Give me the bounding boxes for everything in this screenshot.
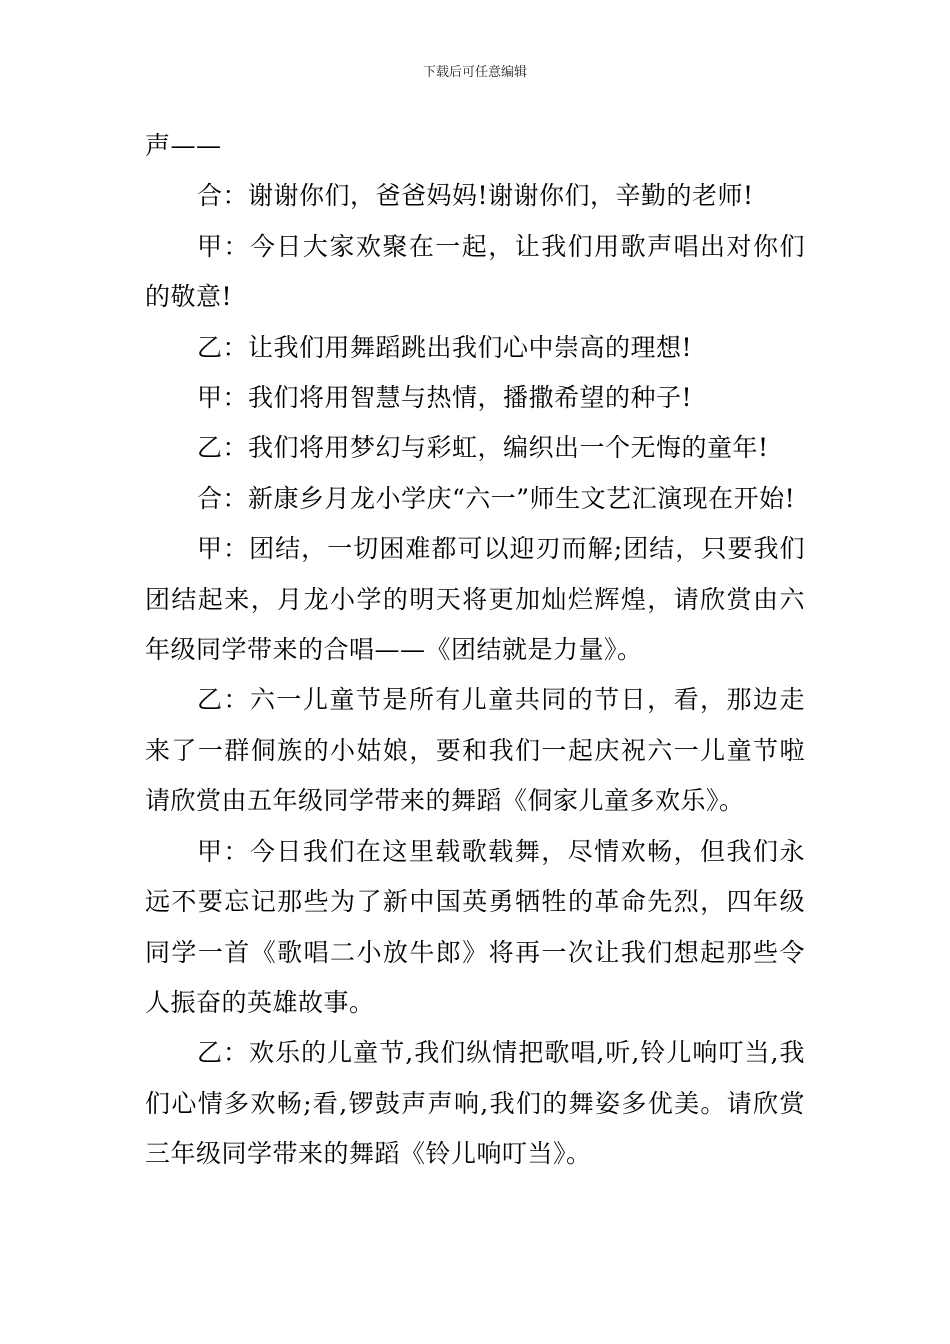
paragraph: 合：新康乡月龙小学庆“六一”师生文艺汇演现在开始! — [197, 483, 796, 513]
paragraph: 甲：团结，一切困难都可以迎刃而解;团结，只要我们团结起来，月龙小学的明天将更加灿烂辉煌，请欣赏由六年级同学带来的合唱——《团结就是力量》。 — [145, 534, 805, 665]
page-header: 下载后可任意编辑 — [422, 65, 527, 80]
paragraph: 乙：欢乐的儿童节,我们纵情把歌唱,听,铃儿响叮当,我们心情多欢畅;看,锣鼓声声响,我们的舞姿多优美。请欣赏三年级同学带来的舞蹈《铃儿响叮当》。 — [145, 1038, 805, 1169]
paragraph: 甲：今日我们在这里载歌载舞，尽情欢畅，但我们永远不要忘记那些为了新中国英勇牺牲的革命先烈，四年级同学一首《歌唱二小放牛郎》将再一次让我们想起那些令人振奋的英雄故事。 — [145, 836, 805, 1017]
paragraph: 乙：六一儿童节是所有儿童共同的节日，看，那边走来了一群侗族的小姑娘，要和我们一起庆祝六一儿童节啦请欣赏由五年级同学带来的舞蹈《侗家儿童多欢乐》。 — [145, 685, 805, 816]
paragraph: 合：谢谢你们，爸爸妈妈!谢谢你们，辛勤的老师! — [197, 181, 754, 211]
document-body — [145, 121, 805, 1180]
paragraph: 甲：我们将用智慧与热情，播撒希望的种子! — [197, 383, 693, 413]
paragraph: 乙：让我们用舞蹈跳出我们心中崇高的理想! — [197, 332, 693, 362]
paragraph: 甲：今日大家欢聚在一起，让我们用歌声唱出对你们的敬意! — [145, 231, 805, 312]
paragraph: 声—— — [145, 131, 222, 160]
paragraph: 乙：我们将用梦幻与彩虹，编织出一个无悔的童年! — [197, 433, 769, 463]
